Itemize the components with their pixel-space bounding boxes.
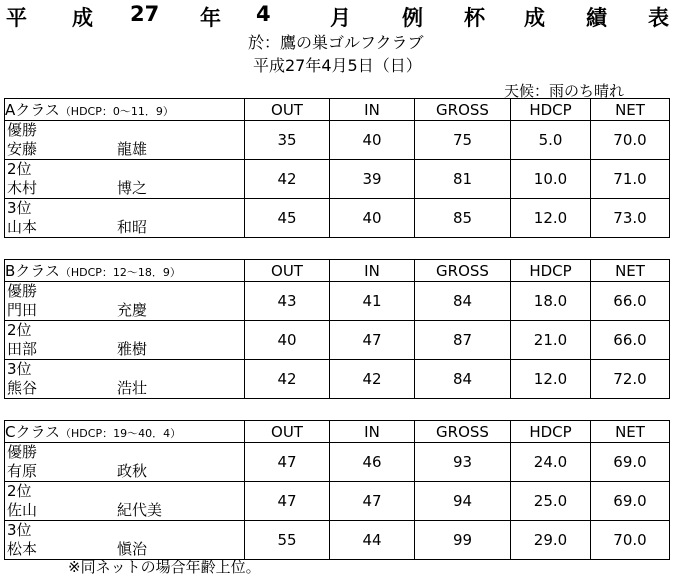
column-header: NET [591, 421, 670, 443]
table-row [5, 521, 670, 560]
column-header: IN [330, 260, 415, 282]
score-gross: 94 [415, 482, 511, 521]
player-cell [5, 199, 245, 238]
score-in: 40 [330, 199, 415, 238]
rank-label: 3位 [7, 521, 32, 539]
table-row [5, 282, 670, 321]
score-gross: 75 [415, 121, 511, 160]
score-gross: 84 [415, 360, 511, 399]
class-range: （HDCP：12～18．9） [59, 266, 181, 279]
family-name: 門田 [7, 301, 38, 319]
player-name [7, 179, 244, 198]
score-out: 55 [245, 521, 330, 560]
title-char: 27 [130, 2, 160, 26]
column-header: IN [330, 99, 415, 121]
column-header: OUT [245, 260, 330, 282]
family-name: 熊谷 [7, 379, 38, 397]
score-gross: 85 [415, 199, 511, 238]
score-out: 40 [245, 321, 330, 360]
score-in: 40 [330, 121, 415, 160]
table-row [5, 443, 670, 482]
given-name: 紀代美 [117, 501, 163, 519]
title-char: 例 [402, 6, 423, 30]
given-name: 和昭 [117, 218, 148, 236]
rank-label: 2位 [7, 160, 32, 178]
score-out: 43 [245, 282, 330, 321]
score-hdcp: 24.0 [511, 443, 591, 482]
rank-label: 2位 [7, 482, 32, 500]
table-header-row [5, 260, 670, 282]
given-name: 博之 [117, 179, 148, 197]
player-cell [5, 482, 245, 521]
score-out: 35 [245, 121, 330, 160]
column-header: HDCP [511, 99, 591, 121]
score-in: 47 [330, 321, 415, 360]
column-header: NET [591, 260, 670, 282]
column-header: GROSS [415, 99, 511, 121]
class-label-cell [5, 99, 245, 121]
score-net: 69.0 [591, 482, 670, 521]
table-header-row [5, 421, 670, 443]
rank-label: 3位 [7, 199, 32, 217]
player-cell [5, 160, 245, 199]
title-char: 平 [6, 6, 27, 30]
column-header: HDCP [511, 421, 591, 443]
family-name: 安藤 [7, 140, 38, 158]
score-hdcp: 21.0 [511, 321, 591, 360]
score-net: 66.0 [591, 321, 670, 360]
family-name: 有原 [7, 462, 38, 480]
title-char: 杯 [464, 6, 485, 30]
score-hdcp: 10.0 [511, 160, 591, 199]
player-name [7, 340, 244, 359]
title-char: 績 [586, 6, 607, 30]
score-net: 66.0 [591, 282, 670, 321]
score-in: 46 [330, 443, 415, 482]
player-cell [5, 360, 245, 399]
class-label: Bクラス [5, 262, 60, 280]
weather-text: 天候：雨のち晴れ [504, 82, 625, 100]
venue-text: 於：鷹の巣ゴルフクラブ [248, 33, 424, 52]
class-label-cell [5, 421, 245, 443]
column-header: HDCP [511, 260, 591, 282]
family-name: 木村 [7, 179, 38, 197]
title-char: 表 [648, 6, 669, 30]
class-range: （HDCP：19～40．4） [60, 427, 182, 440]
score-in: 39 [330, 160, 415, 199]
player-name [7, 379, 244, 398]
given-name: 愼治 [117, 540, 148, 558]
player-cell [5, 443, 245, 482]
score-gross: 87 [415, 321, 511, 360]
player-cell [5, 282, 245, 321]
class-range: （HDCP：0～11．9） [59, 105, 174, 118]
class-label-cell [5, 260, 245, 282]
family-name: 佐山 [7, 501, 38, 519]
score-gross: 81 [415, 160, 511, 199]
column-header: OUT [245, 99, 330, 121]
player-name [7, 462, 244, 481]
table-row [5, 160, 670, 199]
score-gross: 99 [415, 521, 511, 560]
column-header: GROSS [415, 421, 511, 443]
given-name: 浩壮 [117, 379, 148, 397]
score-gross: 93 [415, 443, 511, 482]
class-label: Cクラス [5, 423, 61, 441]
event-date: 平成27年4月5日（日） [253, 56, 422, 75]
player-cell [5, 121, 245, 160]
results-table-class-0 [4, 98, 670, 238]
player-cell [5, 521, 245, 560]
score-net: 70.0 [591, 121, 670, 160]
score-out: 47 [245, 482, 330, 521]
table-row [5, 360, 670, 399]
score-net: 72.0 [591, 360, 670, 399]
score-out: 47 [245, 443, 330, 482]
family-name: 松本 [7, 540, 38, 558]
given-name: 龍雄 [117, 140, 148, 158]
player-cell [5, 321, 245, 360]
table-row [5, 321, 670, 360]
family-name: 田部 [7, 340, 38, 358]
score-hdcp: 18.0 [511, 282, 591, 321]
column-header: IN [330, 421, 415, 443]
rank-label: 優勝 [7, 282, 38, 300]
player-name [7, 501, 244, 520]
score-out: 42 [245, 160, 330, 199]
table-row [5, 482, 670, 521]
score-out: 45 [245, 199, 330, 238]
score-hdcp: 12.0 [511, 360, 591, 399]
title-char: 成 [524, 6, 545, 30]
score-in: 47 [330, 482, 415, 521]
footnote: ※同ネットの場合年齢上位。 [68, 558, 261, 576]
player-name [7, 218, 244, 237]
results-table-class-2 [4, 420, 670, 560]
rank-label: 3位 [7, 360, 32, 378]
player-name [7, 140, 244, 159]
player-name [7, 301, 244, 320]
column-header: GROSS [415, 260, 511, 282]
class-label: Aクラス [5, 101, 60, 119]
title-char: 月 [330, 6, 351, 30]
rank-label: 優勝 [7, 121, 38, 139]
column-header: NET [591, 99, 670, 121]
score-hdcp: 5.0 [511, 121, 591, 160]
given-name: 雅樹 [117, 340, 148, 358]
score-hdcp: 12.0 [511, 199, 591, 238]
page-title [0, 2, 680, 32]
given-name: 充慶 [117, 301, 148, 319]
title-char: 成 [72, 6, 93, 30]
score-gross: 84 [415, 282, 511, 321]
rank-label: 2位 [7, 321, 32, 339]
score-in: 44 [330, 521, 415, 560]
table-header-row [5, 99, 670, 121]
score-net: 71.0 [591, 160, 670, 199]
column-header: OUT [245, 421, 330, 443]
table-row [5, 121, 670, 160]
score-net: 69.0 [591, 443, 670, 482]
score-hdcp: 25.0 [511, 482, 591, 521]
score-hdcp: 29.0 [511, 521, 591, 560]
results-table-class-1 [4, 259, 670, 399]
title-char: 4 [256, 2, 271, 26]
score-net: 73.0 [591, 199, 670, 238]
score-in: 42 [330, 360, 415, 399]
score-net: 70.0 [591, 521, 670, 560]
score-out: 42 [245, 360, 330, 399]
table-row [5, 199, 670, 238]
family-name: 山本 [7, 218, 38, 236]
score-in: 41 [330, 282, 415, 321]
rank-label: 優勝 [7, 443, 38, 461]
title-char: 年 [200, 6, 221, 30]
given-name: 政秋 [117, 462, 148, 480]
